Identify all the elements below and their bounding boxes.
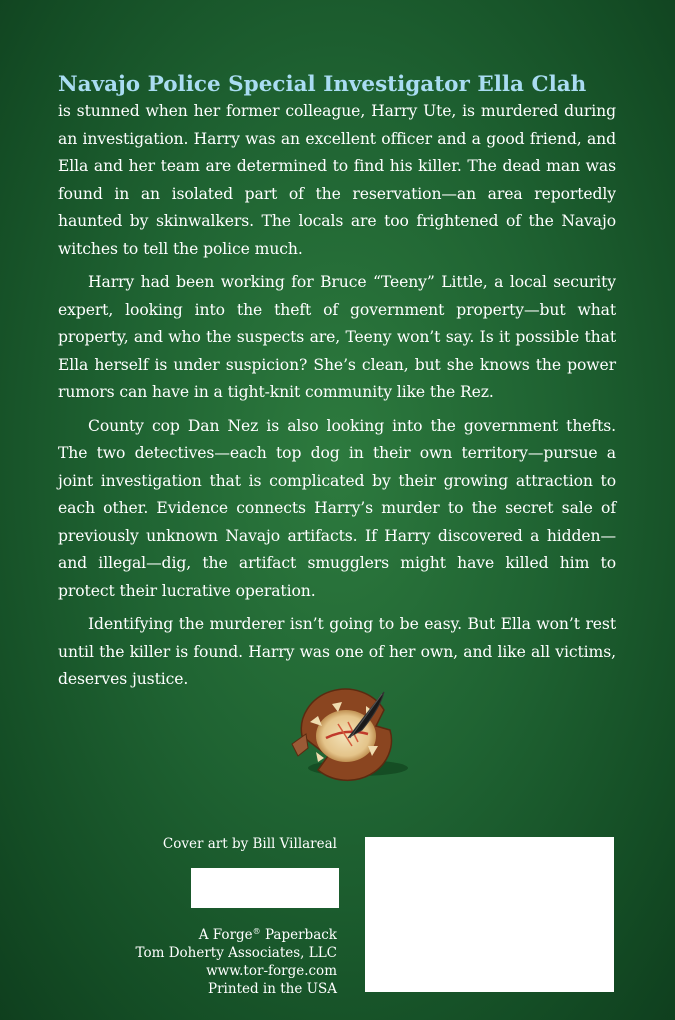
blurb-paragraph-1: is stunned when her former colleague, Harry Ute, is murdered during an investigation. Harry was an excellent officer and a good friend, and Ella and her team are determined to find his killer. The dead man was found in an isolated part of the reservation—an area reportedly haunted by skinwalkers. The locals are too frightened of the Navajo witches to tell the police much. (58, 102, 616, 258)
imprint-line (136, 923, 337, 944)
blurb-paragraph-4: Identifying the murderer isn’t going to be easy. But Ella won’t rest until the killer is found. Harry was one of her own, and like all victims, deserves justice. (58, 615, 616, 688)
pottery-emblem-icon (288, 686, 418, 782)
back-cover-blurb (58, 70, 616, 700)
registered-mark: ® (252, 927, 261, 936)
price-label-box (191, 868, 339, 908)
blurb-paragraph-3: County cop Dan Nez is also looking into the government thefts. The two detectives—each top dog in their own territory—pursue a joint investigation that is complicated by their growing attraction to each other. Evidence connects Harry’s murder to the secret sale of previously unknown Navajo artifacts. If Harry discovered a hidden—and illegal—dig, the artifact smugglers might have killed him to protect their lucrative operation. (58, 416, 616, 600)
blurb-headline: Navajo Police Special Investigator Ella Clah (58, 72, 587, 97)
imprint-format: Paperback (260, 927, 337, 943)
printed-location: Printed in the USA (208, 981, 337, 997)
cover-art-credit: Cover art by Bill Villareal (162, 836, 337, 852)
barcode-box (365, 837, 614, 992)
publisher-block (136, 923, 337, 998)
arrowhead-icon (292, 734, 308, 756)
publisher-company: Tom Doherty Associates, LLC (135, 945, 337, 961)
blurb-paragraph-2: Harry had been working for Bruce “Teeny” Little, a local security expert, looking into the theft of government property—but what property, and who the suspects are, Teeny won’t say. Is it possible that Ella herself is under suspicion? She’s clean, but she knows the power rumors can have in a tight-knit community like the Rez. (58, 273, 616, 401)
imprint-name: A Forge (198, 927, 253, 943)
publisher-website: www.tor-forge.com (206, 963, 337, 979)
